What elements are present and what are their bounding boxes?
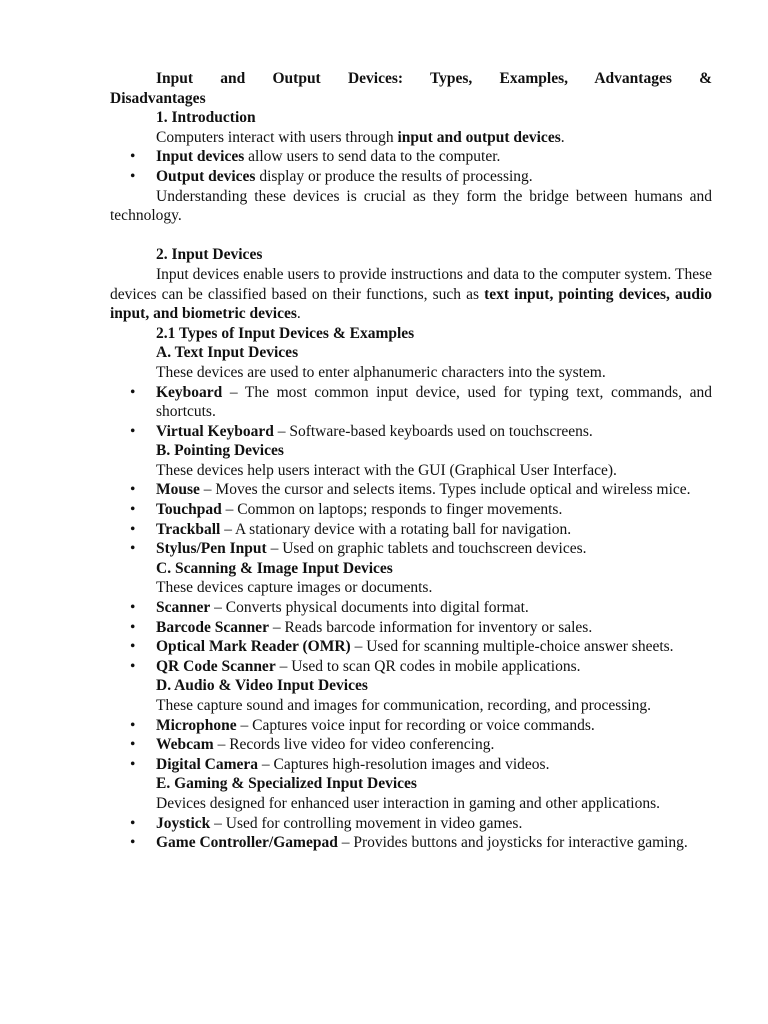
list-item	[110, 735, 712, 755]
bullet-term: Keyboard	[156, 383, 223, 401]
list-item	[110, 539, 712, 559]
list-item	[110, 716, 712, 736]
bullet-text: – Used on graphic tablets and touchscreen devices.	[266, 540, 587, 558]
bullet-text: – A stationary device with a rotating ball for navigation.	[220, 520, 572, 538]
bullet-text: – Used to scan QR codes in mobile applications.	[275, 657, 581, 675]
bullet-text: – Moves the cursor and selects items. Types include optical and wireless mice.	[199, 481, 691, 499]
intro-text: Computers interact with users through	[156, 128, 398, 146]
section-d-description: These capture sound and images for communication, recording, and processing.	[156, 697, 651, 714]
bullet-term: Webcam	[156, 736, 214, 754]
types-heading: 2.1 Types of Input Devices & Examples	[156, 324, 415, 342]
list-item	[110, 147, 712, 167]
bullet-term: Input devices	[156, 148, 245, 166]
bullet-term: Digital Camera	[156, 755, 259, 773]
intro-bullet-list	[110, 147, 712, 186]
list-item	[110, 833, 712, 853]
bullet-text: – The most common input device, used for typing text, commands, and shortcuts.	[156, 383, 712, 421]
list-item	[110, 618, 712, 638]
input-period: .	[296, 305, 301, 323]
list-item	[110, 422, 712, 442]
input-devices-heading: 2. Input Devices	[156, 246, 263, 264]
section-d-list	[110, 716, 712, 775]
list-item	[110, 637, 712, 657]
list-item	[110, 167, 712, 187]
list-item	[110, 480, 712, 500]
bullet-term: Output devices	[156, 167, 256, 185]
list-item	[110, 755, 712, 775]
section-c-description: These devices capture images or documents.	[156, 579, 433, 597]
section-e-list	[110, 814, 712, 853]
section-a-list	[110, 383, 712, 442]
bullet-term: QR Code Scanner	[156, 657, 276, 675]
list-item	[110, 500, 712, 520]
intro-bold-text: input and output devices	[397, 128, 561, 146]
bullet-term: Barcode Scanner	[156, 618, 269, 636]
section-e-heading: E. Gaming & Specialized Input Devices	[156, 775, 417, 793]
bullet-term: Joystick	[156, 814, 211, 832]
list-item	[110, 657, 712, 677]
bullet-text: – Software-based keyboards used on touchscreens.	[273, 422, 593, 440]
bullet-text: – Captures voice input for recording or voice commands.	[236, 716, 595, 734]
bullet-term: Mouse	[156, 481, 200, 499]
bullet-term: Virtual Keyboard	[156, 422, 274, 440]
bullet-term: Touchpad	[156, 501, 222, 519]
bullet-term: Scanner	[156, 599, 211, 617]
input-devices-paragraph	[110, 265, 712, 324]
list-item	[110, 598, 712, 618]
section-a-heading: A. Text Input Devices	[156, 344, 299, 362]
document-title	[110, 69, 712, 108]
section-c-heading: C. Scanning & Image Input Devices	[156, 559, 393, 577]
section-e-description: Devices designed for enhanced user interaction in gaming and other applications.	[156, 794, 661, 812]
section-b-heading: B. Pointing Devices	[156, 442, 284, 460]
intro-heading: 1. Introduction	[156, 109, 256, 127]
bullet-text: – Provides buttons and joysticks for interactive gaming.	[337, 834, 688, 852]
section-b-description: These devices help users interact with the GUI (Graphical User Interface).	[156, 461, 617, 479]
bullet-term: Optical Mark Reader (OMR)	[156, 638, 351, 656]
bullet-term: Stylus/Pen Input	[156, 540, 267, 558]
intro-conclusion: Understanding these devices is crucial as they form the bridge between humans and technology.	[110, 187, 712, 225]
intro-period: .	[560, 128, 565, 146]
bullet-term: Microphone	[156, 716, 237, 734]
bullet-text: – Common on laptops; responds to finger movements.	[221, 501, 563, 519]
list-item	[110, 814, 712, 834]
bullet-text: – Captures high-resolution images and videos.	[258, 755, 550, 773]
bullet-text: – Converts physical documents into digital format.	[210, 599, 529, 617]
bullet-text: – Used for controlling movement in video games.	[210, 814, 523, 832]
bullet-term: Game Controller/Gamepad	[156, 834, 338, 852]
bullet-text: – Records live video for video conferencing.	[213, 736, 495, 754]
input-text: Input devices enable users to provide instructions and data to the computer system. These devices can be classified based on their functions, such as	[110, 265, 712, 303]
section-a-description: These devices are used to enter alphanumeric characters into the system.	[156, 363, 606, 381]
bullet-text: allow users to send data to the computer.	[244, 148, 501, 166]
title-line-2: Disadvantages	[110, 89, 206, 107]
section-b-list	[110, 480, 712, 558]
list-item	[110, 383, 712, 422]
list-item	[110, 520, 712, 540]
section-d-heading: D. Audio & Video Input Devices	[156, 677, 368, 695]
bullet-text: – Reads barcode information for inventory or sales.	[268, 618, 593, 636]
spacer	[110, 226, 712, 246]
title-line-1: Input and Output Devices: Types, Examples, Advantages &	[156, 70, 712, 87]
bullet-text: display or produce the results of processing.	[255, 167, 533, 185]
bullet-text: – Used for scanning multiple-choice answer sheets.	[350, 638, 674, 656]
bullet-term: Trackball	[156, 520, 221, 538]
intro-paragraph	[110, 128, 712, 148]
section-c-list	[110, 598, 712, 676]
input-bold-text: text input, pointing devices, audio input, and biometric devices	[110, 285, 712, 323]
document-body	[110, 69, 712, 853]
